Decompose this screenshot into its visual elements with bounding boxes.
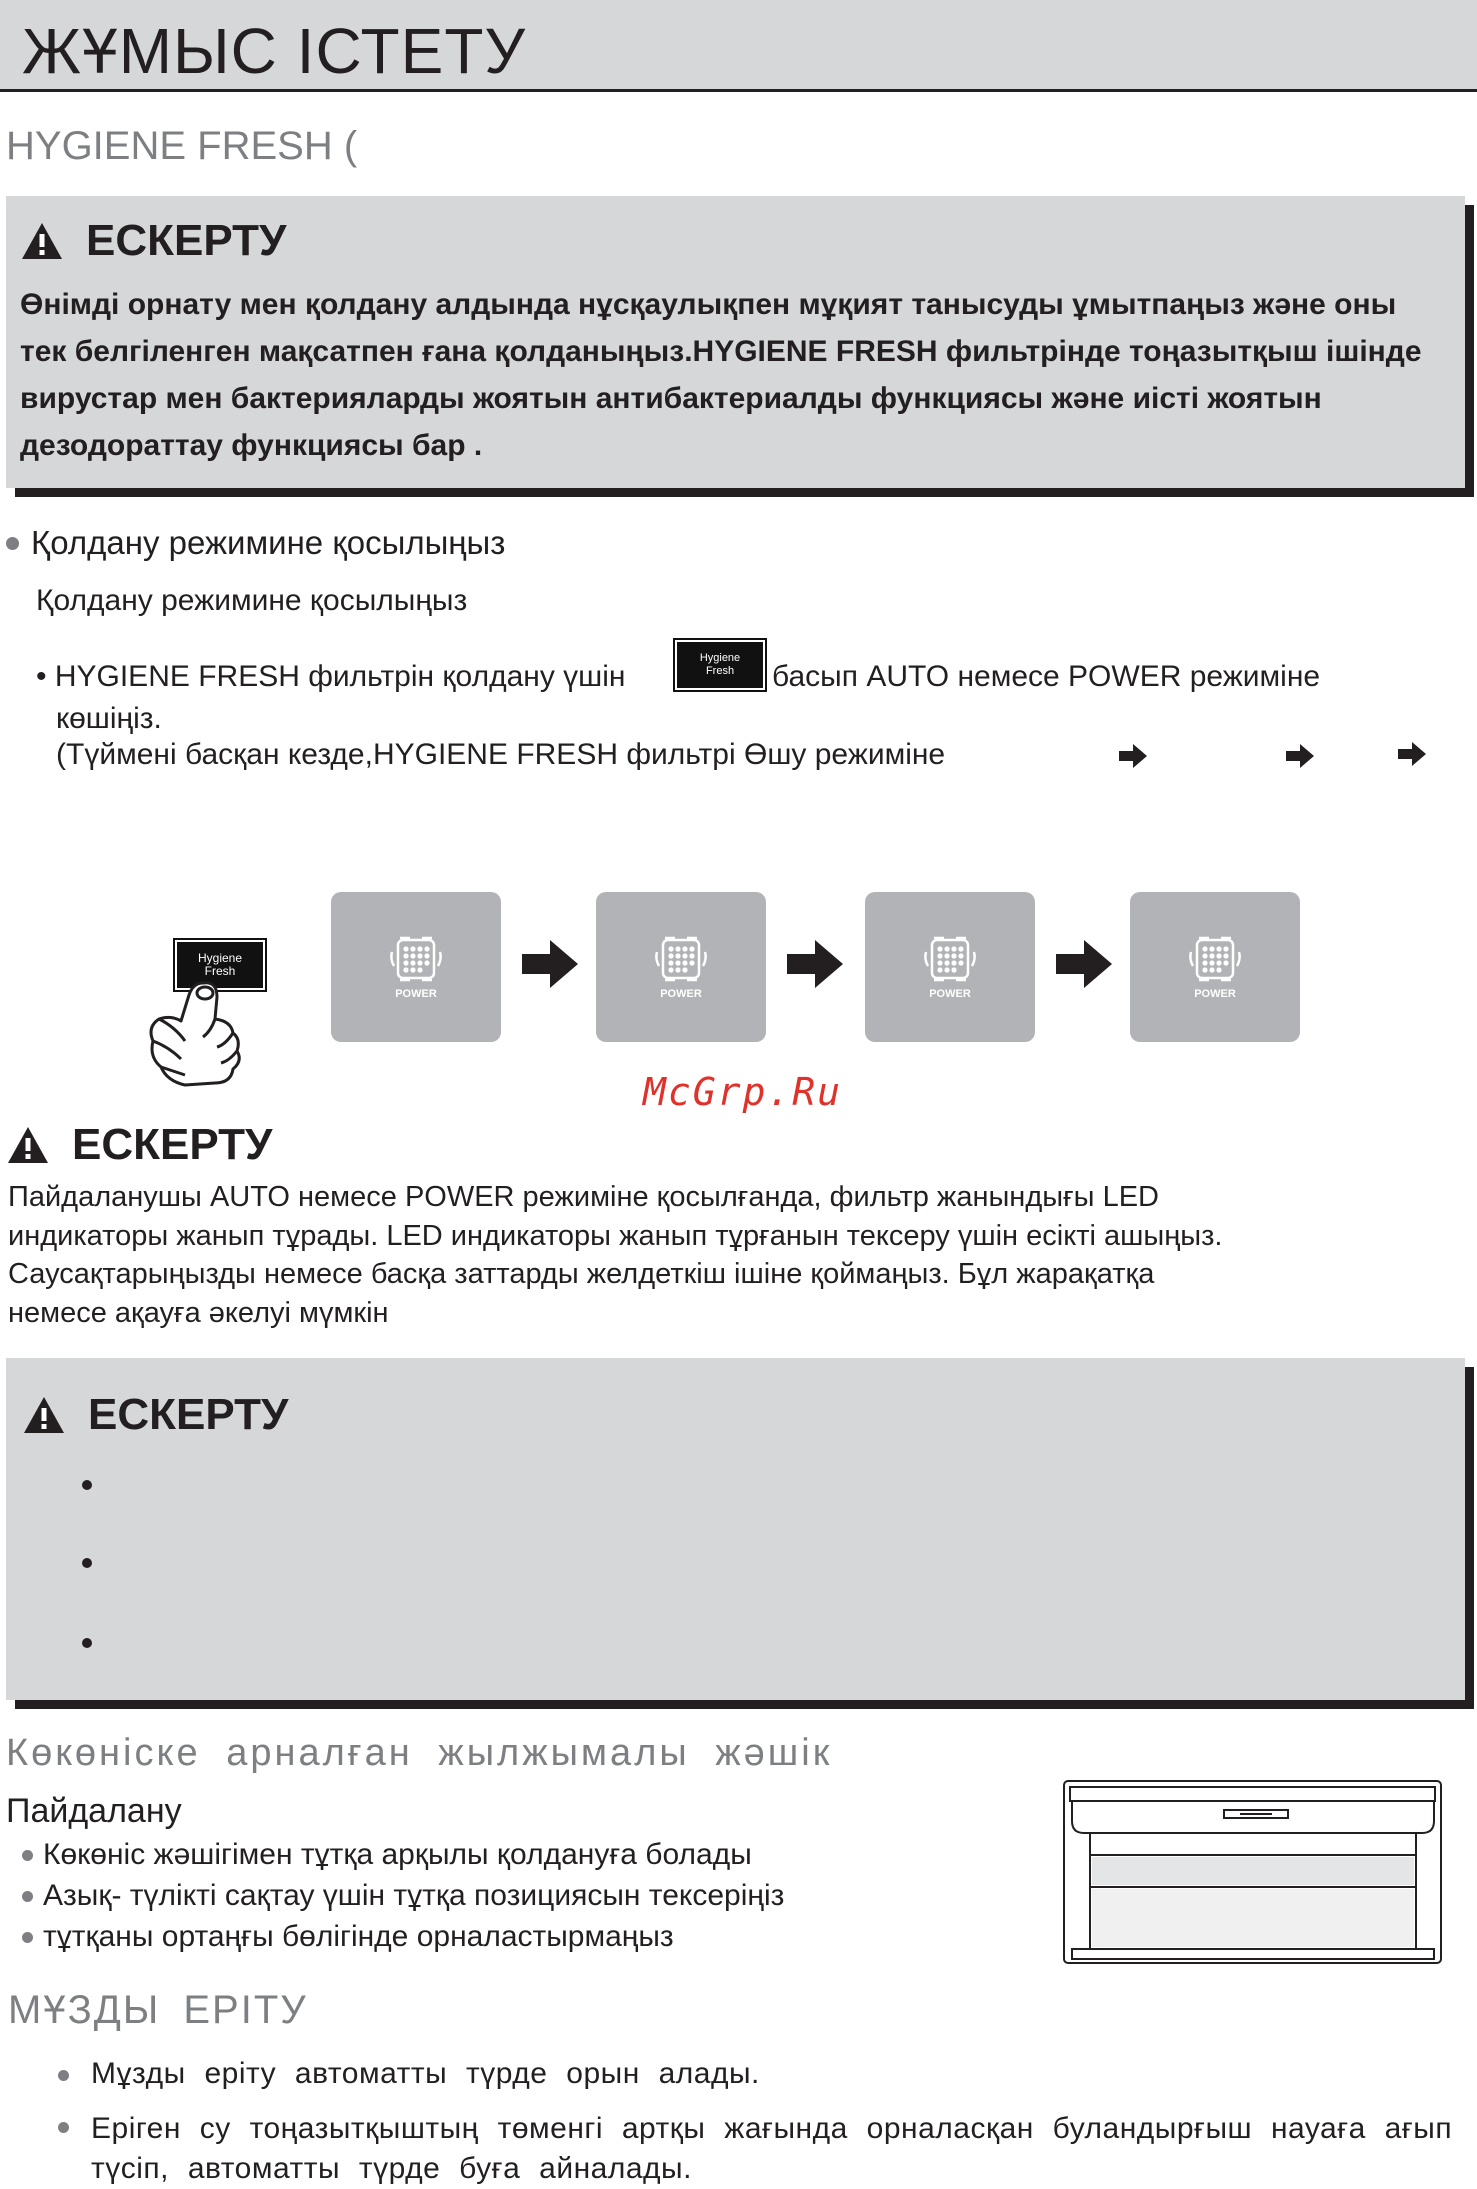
vegetable-heading: Көкөніске арналған жылжымалы жәшік: [6, 1732, 833, 1774]
warning-heading-1: [20, 216, 286, 266]
power-panel: [596, 892, 766, 1042]
vegetable-drawer-illustration: [1060, 1777, 1445, 1967]
fan-icon: [1185, 934, 1245, 984]
arrow-right-icon: [520, 938, 580, 990]
hygiene-fresh-button-small: [673, 638, 767, 692]
list-item-text: Мұзды еріту автоматты түрде орын алады.: [91, 2057, 760, 2090]
list-item: [22, 1879, 784, 1913]
list-item-text: тұтқаны ортаңғы бөлігінде орналастырмаңыз: [43, 1920, 674, 1953]
bullet-icon: [22, 1891, 33, 1902]
list-item: [22, 1920, 674, 1954]
button-label-1: Hygiene: [699, 652, 741, 664]
mode-bullet-heading: [6, 524, 505, 562]
warning-line: Саусақтарыңызды немесе басқа заттарды желдеткіш ішіне қоймаңыз. Бұл жарақатқа: [8, 1258, 1155, 1290]
warning-heading-3: [22, 1390, 288, 1440]
button-label-2: Fresh: [204, 964, 236, 978]
fan-icon: [386, 934, 446, 984]
hygiene-section-heading: HYGIENE FRESH (: [6, 124, 358, 168]
bullet-icon: [22, 1850, 33, 1861]
list-item-text: Азық- түлікті сақтау үшін тұтқа позициясын тексеріңіз: [43, 1879, 785, 1912]
list-item-text: Көкөніс жәшігімен тұтқа арқылы қолдануға болады: [43, 1838, 752, 1871]
warning-heading-2: [6, 1120, 272, 1170]
bullet-icon: [22, 1932, 33, 1943]
power-panel: [331, 892, 501, 1042]
bullet-icon: [58, 2122, 69, 2133]
list-item-text: Еріген су тоңазытқыштың төменгі артқы жағында орналасқан буландырғыш науаға ағып түсіп, автоматты түрде буға айналады.: [91, 2112, 1453, 2185]
bullet-icon: [58, 2070, 69, 2081]
warning-box-1: [6, 196, 1465, 488]
panel-label: POWER: [929, 988, 971, 1000]
warning-title: ЕСКЕРТУ: [88, 1390, 289, 1439]
bullet-icon: [82, 1638, 92, 1648]
instruction-line-2: көшіңіз.: [56, 702, 162, 735]
warning-line: индикаторы жанып тұрады. LED индикаторы жанып тұрғанын тексеру үшін есікті ашыңыз.: [8, 1219, 1223, 1252]
power-panel: [1130, 892, 1300, 1042]
warning-triangle-icon: [22, 1395, 66, 1435]
arrow-right-icon: [1285, 743, 1315, 769]
warning-box-3: [6, 1358, 1465, 1700]
usage-subheading: Пайдалану: [6, 1792, 182, 1830]
warning-text-2: [8, 1178, 1408, 1332]
bullet-icon: [82, 1480, 92, 1490]
arrow-right-icon: [1397, 741, 1427, 767]
panel-label: POWER: [1194, 988, 1236, 1000]
fan-icon: [651, 934, 711, 984]
mode-bullet-text: Қолдану режимине қосылыңыз: [31, 524, 506, 561]
instruction-line-3: (Түймені басқан кезде,HYGIENE FRESH фильтрі Өшу режиміне: [56, 738, 946, 771]
instruction-prefix: • HYGIENE FRESH фильтрін қолдану үшін: [36, 660, 626, 693]
warning-title: ЕСКЕРТУ: [86, 216, 287, 265]
list-item: [58, 2109, 1468, 2189]
arrow-right-icon: [785, 938, 845, 990]
instruction-suffix: басып AUTO немесе POWER режиміне: [772, 660, 1321, 693]
pressing-hand-icon: [145, 975, 245, 1095]
power-panel: [865, 892, 1035, 1042]
arrow-right-icon: [1054, 938, 1114, 990]
bullet-icon: [82, 1558, 92, 1568]
mode-subheading: Қолдану режимине қосылыңыз: [36, 584, 468, 617]
watermark: McGrp.Ru: [643, 1070, 843, 1114]
bullet-icon: [6, 537, 19, 550]
button-label-2: Fresh: [705, 665, 735, 677]
button-label-1: Hygiene: [197, 951, 243, 965]
warning-text-1: Өнімді орнату мен қолдану алдында нұсқаулықпен мұқият танысуды ұмытпаңыз және оны тек белгіленген мақсатпен ғана қолданыңыз.HYGIENE FRESH фильтрінде тоңазытқыш ішінде вирустар мен бактерияларды жоятын антибактериалды функциясы және иісті жоятын дезодораттау функциясы бар .: [20, 288, 1422, 462]
warning-line: Пайдаланушы AUTO немесе POWER режиміне қосылғанда, фильтр жанындығы LED: [8, 1181, 1159, 1213]
list-item: [22, 1838, 752, 1872]
arrow-right-icon: [1118, 743, 1148, 769]
panel-label: POWER: [660, 988, 702, 1000]
page-title: ЖҰМЫС ІСТЕТУ: [22, 15, 527, 87]
warning-triangle-icon: [6, 1125, 50, 1165]
fan-icon: [920, 934, 980, 984]
warning-title: ЕСКЕРТУ: [72, 1120, 273, 1169]
defrost-heading: МҰЗДЫ ЕРІТУ: [8, 1988, 308, 2032]
warning-triangle-icon: [20, 221, 64, 261]
warning-line: немесе ақауға әкелуі мүмкін: [8, 1296, 389, 1329]
list-item: [58, 2057, 1458, 2091]
panel-label: POWER: [395, 988, 437, 1000]
